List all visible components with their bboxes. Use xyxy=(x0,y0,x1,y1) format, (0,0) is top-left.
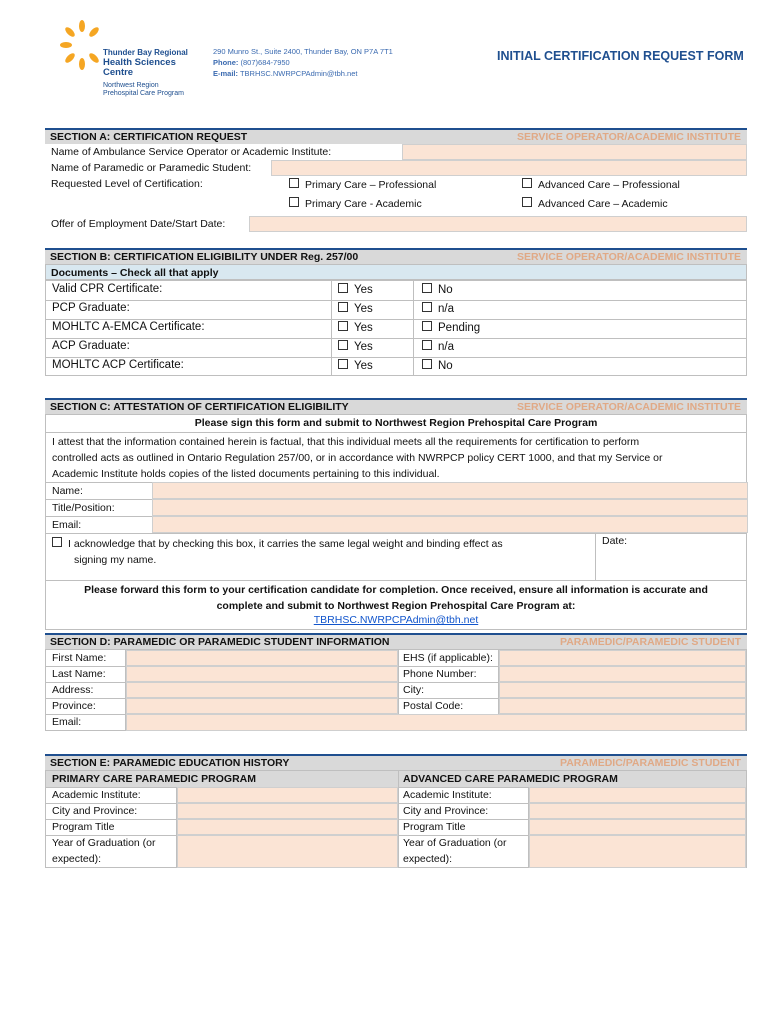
contact-info xyxy=(213,46,393,79)
attest-line-3: Academic Institute holds copies of the listed documents pertaining to this individual. xyxy=(52,468,440,480)
forward-email-link[interactable]: TBRHSC.NWRPCPAdmin@tbh.net xyxy=(313,614,479,626)
forward-instruction xyxy=(46,582,746,614)
section-c xyxy=(45,398,747,630)
paramedic-email-field[interactable] xyxy=(126,714,746,731)
section-b-role: SERVICE OPERATOR/ACADEMIC INSTITUTE xyxy=(516,251,741,263)
document-label: MOHLTC A-EMCA Certificate: xyxy=(52,321,205,333)
city-field[interactable] xyxy=(499,682,746,698)
acp-grad-label-1: Year of Graduation (or xyxy=(403,837,507,849)
checkbox[interactable] xyxy=(338,283,348,293)
document-label: PCP Graduate: xyxy=(52,302,130,314)
checkbox[interactable] xyxy=(422,359,432,369)
opt-label: Advanced Care – Professional xyxy=(538,179,680,191)
phone: (807)684-7950 xyxy=(240,58,290,67)
checkbox[interactable] xyxy=(422,283,432,293)
checkbox[interactable] xyxy=(338,321,348,331)
document-label: Valid CPR Certificate: xyxy=(52,283,163,295)
option-a-label: Yes xyxy=(354,341,373,353)
section-d-header xyxy=(45,633,747,649)
offer-label: Offer of Employment Date/Start Date: xyxy=(51,218,226,230)
student-name-field[interactable] xyxy=(271,160,747,176)
email-label: Email: xyxy=(52,519,82,531)
checkbox[interactable] xyxy=(522,178,532,188)
option-a[interactable] xyxy=(338,359,373,372)
option-b[interactable] xyxy=(422,340,454,353)
checkbox[interactable] xyxy=(422,302,432,312)
checkbox[interactable] xyxy=(338,340,348,350)
option-a[interactable] xyxy=(338,283,373,296)
option-a[interactable] xyxy=(338,340,373,353)
section-b-header xyxy=(45,248,747,264)
section-e-header xyxy=(45,754,747,770)
option-a-label: Yes xyxy=(354,322,373,334)
logo-sub-line-1: Northwest Region xyxy=(103,82,159,89)
province-label: Province: xyxy=(52,700,96,712)
sign-instruction: Please sign this form and submit to Northwest Region Prehospital Care Program xyxy=(194,417,598,429)
pcp-program-label: Program Title xyxy=(52,821,115,833)
acp-city-label: City and Province: xyxy=(403,805,489,817)
opt-primary-professional[interactable] xyxy=(289,178,436,191)
opt-advanced-professional[interactable] xyxy=(522,178,680,191)
date-label: Date: xyxy=(602,535,628,547)
phone-label: Phone Number: xyxy=(403,668,477,680)
pcp-program-field[interactable] xyxy=(177,819,398,835)
option-a-label: Yes xyxy=(354,360,373,372)
page-header xyxy=(0,0,770,110)
last-name-field[interactable] xyxy=(126,666,398,682)
form-title: INITIAL CERTIFICATION REQUEST FORM xyxy=(497,49,744,63)
checkbox[interactable] xyxy=(422,340,432,350)
checkbox[interactable] xyxy=(522,197,532,207)
attestation-text xyxy=(52,434,662,482)
documents-header: Documents – Check all that apply xyxy=(45,264,747,280)
offer-date-field[interactable] xyxy=(249,216,747,232)
option-b[interactable] xyxy=(422,359,453,372)
acknowledge-option[interactable] xyxy=(52,537,503,550)
attestation-table xyxy=(45,414,747,630)
pcp-grad-label-2: expected): xyxy=(52,853,102,865)
last-name-label: Last Name: xyxy=(52,668,106,680)
section-d xyxy=(45,633,747,731)
option-b-label: No xyxy=(438,360,453,372)
acknowledge-checkbox[interactable] xyxy=(52,537,62,547)
section-e-role: PARAMEDIC/PARAMEDIC STUDENT xyxy=(559,757,741,769)
section-a-role: SERVICE OPERATOR/ACADEMIC INSTITUTE xyxy=(516,131,741,143)
logo-org-name xyxy=(103,48,188,78)
checkbox[interactable] xyxy=(338,302,348,312)
opt-advanced-academic[interactable] xyxy=(522,197,668,210)
operator-field[interactable] xyxy=(402,144,747,160)
acp-grad-label-2: expected): xyxy=(403,853,453,865)
pcp-grad-label-1: Year of Graduation (or xyxy=(52,837,156,849)
document-label: ACP Graduate: xyxy=(52,340,130,352)
opt-label: Primary Care – Professional xyxy=(305,179,437,191)
phone-label: Phone: xyxy=(213,58,239,67)
phone-field[interactable] xyxy=(499,666,746,682)
document-label: MOHLTC ACP Certificate: xyxy=(52,359,184,371)
option-a-label: Yes xyxy=(354,284,373,296)
section-c-title: SECTION C: ATTESTATION OF CERTIFICATION ELIGIBILITY xyxy=(50,401,349,413)
level-row xyxy=(45,176,747,216)
ehs-field[interactable] xyxy=(499,650,746,666)
attest-name-field[interactable] xyxy=(152,482,748,499)
sun-logo-icon xyxy=(60,18,105,78)
option-a-label: Yes xyxy=(354,303,373,315)
level-label: Requested Level of Certification: xyxy=(51,178,203,190)
address: 290 Munro St., Suite 2400, Thunder Bay, ON P7A 7T1 xyxy=(213,47,393,56)
forward-line-2: complete and submit to Northwest Region Prehospital Care Program at: xyxy=(216,600,576,612)
option-b-label: No xyxy=(438,284,453,296)
acp-academic-label: Academic Institute: xyxy=(403,789,492,801)
opt-primary-academic[interactable] xyxy=(289,197,422,210)
section-b-title: SECTION B: CERTIFICATION ELIGIBILITY UNDER Reg. 257/00 xyxy=(50,251,359,263)
pcp-grad-field[interactable] xyxy=(177,835,398,868)
forward-line-1: Please forward this form to your certification candidate for completion. Once received, ensure all information is accurate and xyxy=(84,584,708,596)
acp-city-field[interactable] xyxy=(529,803,746,819)
option-b[interactable] xyxy=(422,321,480,334)
option-b[interactable] xyxy=(422,283,453,296)
header-email[interactable]: TBRHSC.NWRPCPAdmin@tbh.net xyxy=(239,69,358,78)
pcp-academic-label: Academic Institute: xyxy=(52,789,141,801)
section-a-header xyxy=(45,128,747,144)
first-name-field[interactable] xyxy=(126,650,398,666)
checkbox[interactable] xyxy=(338,359,348,369)
pcp-city-label: City and Province: xyxy=(52,805,138,817)
option-b-label: Pending xyxy=(438,322,481,334)
student-label: Name of Paramedic or Paramedic Student: xyxy=(51,162,252,174)
pcp-academic-field[interactable] xyxy=(177,787,398,803)
logo-sub-line-2: Prehospital Care Program xyxy=(103,90,184,97)
operator-row xyxy=(45,144,747,160)
acp-academic-field[interactable] xyxy=(529,787,746,803)
section-e xyxy=(45,754,747,868)
section-e-title: SECTION E: PARAMEDIC EDUCATION HISTORY xyxy=(50,757,290,769)
education-table xyxy=(45,770,747,868)
ack-line-1: I acknowledge that by checking this box, it carries the same legal weight and binding effect as xyxy=(68,538,503,550)
opt-label: Advanced Care – Academic xyxy=(538,198,668,210)
logo-line-1: Thunder Bay Regional xyxy=(103,48,188,57)
section-b xyxy=(45,248,747,376)
pcp-program-header: PRIMARY CARE PARAMEDIC PROGRAM xyxy=(52,773,256,785)
offer-row xyxy=(45,216,747,232)
option-b-label: n/a xyxy=(438,341,454,353)
acp-program-field[interactable] xyxy=(529,819,746,835)
pcp-city-field[interactable] xyxy=(177,803,398,819)
logo-line-2: Health Sciences xyxy=(103,57,176,68)
name-label: Name: xyxy=(52,485,83,497)
attest-title-field[interactable] xyxy=(152,499,748,516)
acp-grad-field[interactable] xyxy=(529,835,746,868)
option-a[interactable] xyxy=(338,302,373,315)
section-c-header xyxy=(45,398,747,414)
section-d-role: PARAMEDIC/PARAMEDIC STUDENT xyxy=(559,636,741,648)
logo-subtitle xyxy=(103,82,213,98)
option-a[interactable] xyxy=(338,321,373,334)
paramedic-info-table xyxy=(45,649,747,731)
ehs-label: EHS (if applicable): xyxy=(403,652,493,664)
email-label: E-mail: xyxy=(213,69,239,78)
city-label: City: xyxy=(403,684,424,696)
logo-line-3: Centre xyxy=(103,67,134,78)
province-field[interactable] xyxy=(126,698,398,714)
section-a-title: SECTION A: CERTIFICATION REQUEST xyxy=(50,131,248,143)
title-label: Title/Position: xyxy=(52,502,115,514)
forward-email-row xyxy=(46,614,746,626)
ack-line-2: signing my name. xyxy=(74,554,157,566)
checkbox[interactable] xyxy=(289,178,299,188)
checkbox[interactable] xyxy=(422,321,432,331)
option-b[interactable] xyxy=(422,302,454,315)
opt-label: Primary Care - Academic xyxy=(305,198,422,210)
section-d-title: SECTION D: PARAMEDIC OR PARAMEDIC STUDENT INFORMATION xyxy=(50,636,390,648)
acp-program-header: ADVANCED CARE PARAMEDIC PROGRAM xyxy=(403,773,618,785)
section-c-role: SERVICE OPERATOR/ACADEMIC INSTITUTE xyxy=(516,401,741,413)
attest-email-field[interactable] xyxy=(152,516,748,533)
checkbox[interactable] xyxy=(289,197,299,207)
attest-line-2: controlled acts as outlined in Ontario Regulation 257/00, or in accordance with NWRPCP policy CERT 1000, and that my Service or xyxy=(52,452,663,464)
postal-code-field[interactable] xyxy=(499,698,746,714)
section-a xyxy=(45,128,747,232)
tbrhsc-logo xyxy=(60,18,210,108)
acp-program-label: Program Title xyxy=(403,821,466,833)
email-label: Email: xyxy=(52,716,82,728)
documents-table xyxy=(45,280,747,376)
option-b-label: n/a xyxy=(438,303,454,315)
address-field[interactable] xyxy=(126,682,398,698)
address-label: Address: xyxy=(52,684,94,696)
postal-label: Postal Code: xyxy=(403,700,464,712)
first-name-label: First Name: xyxy=(52,652,107,664)
operator-label: Name of Ambulance Service Operator or Academic Institute: xyxy=(51,146,332,158)
attest-line-1: I attest that the information contained herein is factual, that this individual meets all the requirements for certification to perform xyxy=(52,436,640,448)
student-row xyxy=(45,160,747,176)
